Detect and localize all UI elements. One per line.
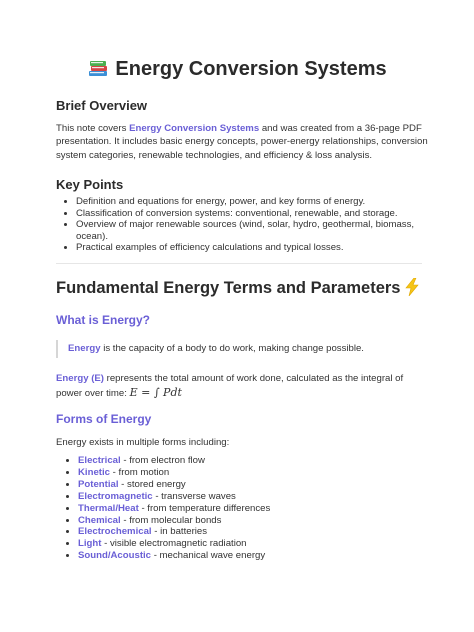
- what-is-energy-heading: What is Energy?: [56, 313, 151, 327]
- key-points-heading: Key Points: [56, 177, 124, 192]
- list-item: • Kinetic - from motion: [78, 467, 270, 479]
- overview-paragraph: This note covers Energy Conversion Systems and was created from a 36-page PDF presentation. It includes basic energy concepts, power-energy relationships, conversion system categories, renewable technologies, and efficiency & loss analysis.: [56, 123, 428, 161]
- energy-formula: E = ∫ Pdt: [129, 386, 182, 399]
- section-divider: [56, 263, 422, 264]
- list-item: • Definition and equations for energy, power, and key forms of energy.: [76, 196, 446, 208]
- section-title: Fundamental Energy Terms and Parameters: [56, 278, 420, 301]
- list-item: • Chemical - from molecular bonds: [78, 515, 270, 527]
- forms-heading: Forms of Energy: [56, 412, 152, 426]
- list-item: • Classification of conversion systems: conventional, renewable, and storage.: [76, 208, 446, 220]
- list-item: • Light - visible electromagnetic radiation: [78, 538, 270, 550]
- list-item: • Potential - stored energy: [78, 479, 270, 491]
- list-item: • Electrochemical - in batteries: [78, 526, 270, 538]
- forms-intro: Energy exists in multiple forms including:: [56, 437, 230, 448]
- page-title: Energy Conversion Systems: [0, 58, 474, 84]
- list-item: • Electrical - from electron flow: [78, 455, 270, 467]
- definition-quote: Energy is the capacity of a body to do work, making change possible.: [56, 340, 428, 358]
- list-item: • Sound/Acoustic - mechanical wave energy: [78, 550, 270, 562]
- energy-definition: Energy (E) represents the total amount of work done, calculated as the integral of power over time: E = ∫ Pdt: [56, 373, 404, 399]
- books-icon: [87, 58, 109, 84]
- forms-list: [56, 455, 270, 562]
- list-item: • Thermal/Heat - from temperature differences: [78, 503, 270, 515]
- list-item: • Electromagnetic - transverse waves: [78, 491, 270, 503]
- overview-heading: Brief Overview: [56, 98, 148, 113]
- list-item: • Overview of major renewable sources (wind, solar, hydro, geothermal, biomass, ocean).: [76, 219, 446, 242]
- lightning-icon: [404, 278, 420, 301]
- list-item: • Practical examples of efficiency calculations and typical losses.: [76, 242, 446, 254]
- key-points-list: [56, 196, 446, 254]
- overview-highlight: Energy Conversion Systems: [129, 123, 260, 134]
